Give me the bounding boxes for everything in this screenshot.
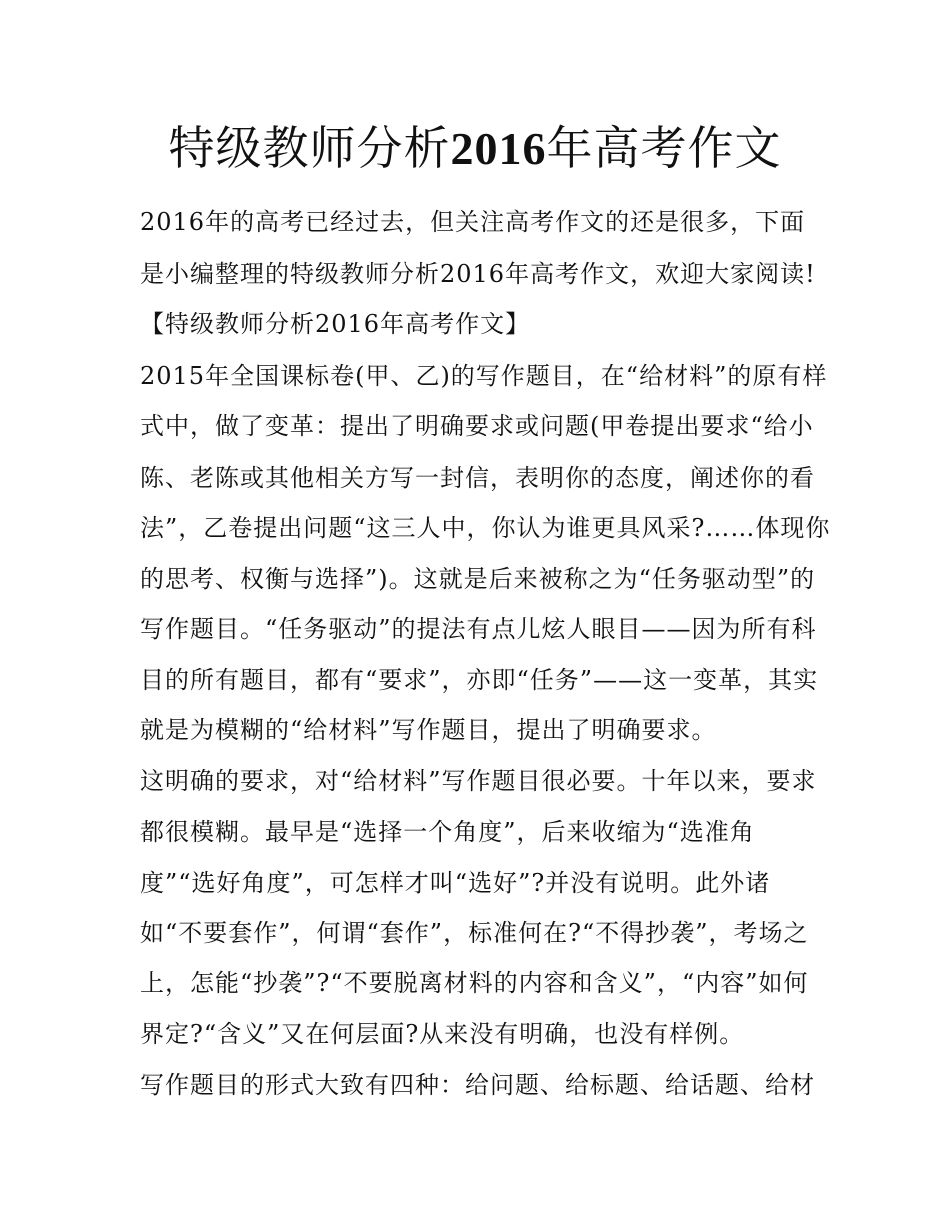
- paragraph-line: 都很模糊。最早是“选择一个角度”，后来收缩为“选准角: [140, 818, 755, 846]
- paragraph-line: 法”，乙卷提出问题“这三人中，你认为谁更具风采?……体现你: [140, 514, 831, 542]
- paragraph-line: 的思考、权衡与选择”)。这就是后来被称之为“任务驱动型”的: [140, 565, 816, 593]
- paragraph-line: 界定?“含义”又在何层面?从来没有明确，也没有样例。: [140, 1020, 745, 1048]
- paragraph-line: 写作题目的形式大致有四种：给问题、给标题、给话题、给材: [140, 1071, 815, 1099]
- paragraph-line: 2016年的高考已经过去，但关注高考作文的还是很多，下面: [140, 208, 806, 236]
- title-prefix: 特级教师分析: [168, 121, 451, 175]
- paragraph-line: 是小编整理的特级教师分析2016年高考作文，欢迎大家阅读!: [140, 260, 816, 288]
- paragraph-line: 上，怎能“抄袭”?“不要脱离材料的内容和含义”，“内容”如何: [140, 969, 809, 997]
- document-title: [120, 113, 830, 184]
- paragraph-line: 目的所有题目，都有“要求”，亦即“任务”——这一变革，其实: [140, 666, 819, 694]
- paragraph-line: 就是为模糊的“给材料”写作题目，提出了明确要求。: [140, 716, 717, 744]
- title-year: 2016: [450, 123, 547, 174]
- section-heading: 【特级教师分析2016年高考作文】: [140, 310, 531, 338]
- title-suffix: 年高考作文: [546, 121, 782, 175]
- paragraph-line: 度”“选好角度”，可怎样才叫“选好”?并没有说明。此外诸: [140, 869, 771, 897]
- paragraph-line: 陈、老陈或其他相关方写一封信，表明你的态度，阐述你的看: [140, 464, 815, 492]
- paragraph-line: 式中，做了变革：提出了明确要求或问题(甲卷提出要求“给小: [140, 412, 814, 440]
- paragraph-line: 这明确的要求，对“给材料”写作题目很必要。十年以来，要求: [140, 767, 817, 795]
- paragraph-line: 如“不要套作”，何谓“套作”，标准何在?“不得抄袭”，考场之: [140, 919, 809, 947]
- paragraph-line: 写作题目。“任务驱动”的提法有点儿炫人眼目——因为所有科: [140, 615, 817, 643]
- paragraph-line: 2015年全国课标卷(甲、乙)的写作题目，在“给材料”的原有样: [140, 362, 828, 390]
